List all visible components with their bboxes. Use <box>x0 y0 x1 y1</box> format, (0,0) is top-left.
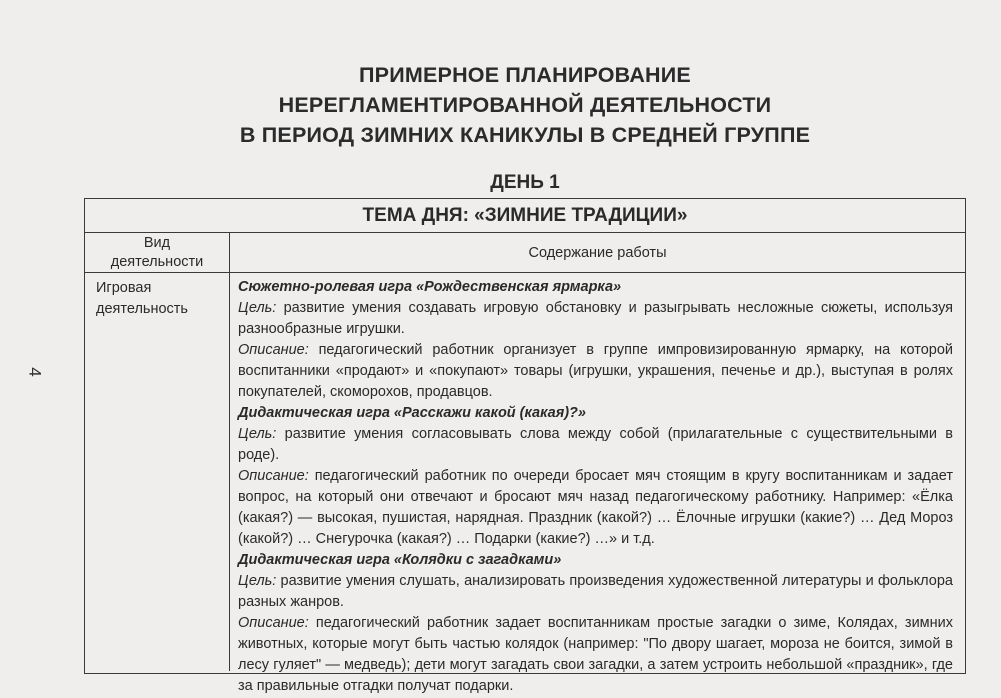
game-goal <box>238 571 953 613</box>
game-title: Дидактическая игра «Колядки с загадками» <box>238 552 562 568</box>
game-description <box>238 613 953 697</box>
game-block <box>238 403 953 550</box>
goal-text: развитие умения слушать, анализировать произведения художественной литературы и фольклора разных жанров. <box>238 573 953 610</box>
title-line: НЕРЕГЛАМЕНТИРОВАННОЙ ДЕЯТЕЛЬНОСТИ <box>278 93 772 117</box>
activity-line: Игровая <box>96 280 152 296</box>
table-theme: ТЕМА ДНЯ: «ЗИМНИЕ ТРАДИЦИИ» <box>85 199 965 233</box>
game-block <box>238 550 953 697</box>
planning-table <box>84 198 966 694</box>
goal-text: развитие умения создавать игровую обстановку и разыгрывать несложные сюжеты, используя разнообразные игрушки. <box>238 300 954 337</box>
page-number: 4 <box>25 367 45 377</box>
game-title: Сюжетно-ролевая игра «Рождественская ярмарка» <box>238 279 622 295</box>
description-text: педагогический работник организует в группе импровизированную ярмарку, на которой воспитанники «продают» и «покупают» товары (игрушки, украшения, печенье и др.), выступая в ролях покупателей, скоморохов, продавцов. <box>238 342 953 400</box>
goal-label: Цель: <box>238 573 277 589</box>
header-activity-line: деятельности <box>110 253 204 270</box>
table-row <box>85 273 965 694</box>
description-text: педагогический работник задает воспитанникам простые загадки о зиме, Колядах, зимних животных, которые могут быть частью колядок (например: "По двору шагает, мороза не боится, зимой в лесу гуляет" — медведь); дети могут загадать свои загадки, а затем устроить небольшой «праздник», где за правильные отгадки получат подарки. <box>238 615 954 694</box>
game-goal <box>238 298 953 340</box>
game-description <box>238 340 953 403</box>
description-label: Описание: <box>238 342 309 358</box>
title-line: В ПЕРИОД ЗИМНИХ КАНИКУЛЫ В СРЕДНЕЙ ГРУППЕ <box>239 123 811 147</box>
description-text: педагогический работник по очереди бросает мяч стоящим в кругу воспитанникам и задает вопрос, на который они отвечают и бросают мяч назад педагогическому работнику. Например: «Ёлка (какая?) — высокая, пушистая, нарядная. Праздник (какой?) … Ёлочные игрушки (какие?) … Дед Мороз (какой?) … Снегурочка (какая?) … Подарки (какие?) …» и т.д. <box>238 468 954 547</box>
game-title: Дидактическая игра «Расскажи какой (какая)?» <box>238 405 586 421</box>
day-title: ДЕНЬ 1 <box>490 172 560 193</box>
header-activity-line: Вид <box>143 234 171 251</box>
page-title <box>80 60 970 150</box>
game-goal <box>238 424 953 466</box>
activity-cell <box>85 273 230 671</box>
content-cell <box>230 273 965 694</box>
goal-text: развитие умения согласовывать слова между собой (прилагательные с существительными в роде). <box>238 426 953 463</box>
goal-label: Цель: <box>238 300 277 316</box>
game-description <box>238 466 953 550</box>
header-activity-type <box>85 233 230 272</box>
description-label: Описание: <box>238 468 309 484</box>
table-header-row <box>85 233 965 273</box>
goal-label: Цель: <box>238 426 277 442</box>
activity-line: деятельность <box>96 301 188 317</box>
description-label: Описание: <box>238 615 309 631</box>
title-line: ПРИМЕРНОЕ ПЛАНИРОВАНИЕ <box>359 63 691 87</box>
game-block <box>238 277 953 403</box>
header-work-content: Содержание работы <box>528 244 667 261</box>
